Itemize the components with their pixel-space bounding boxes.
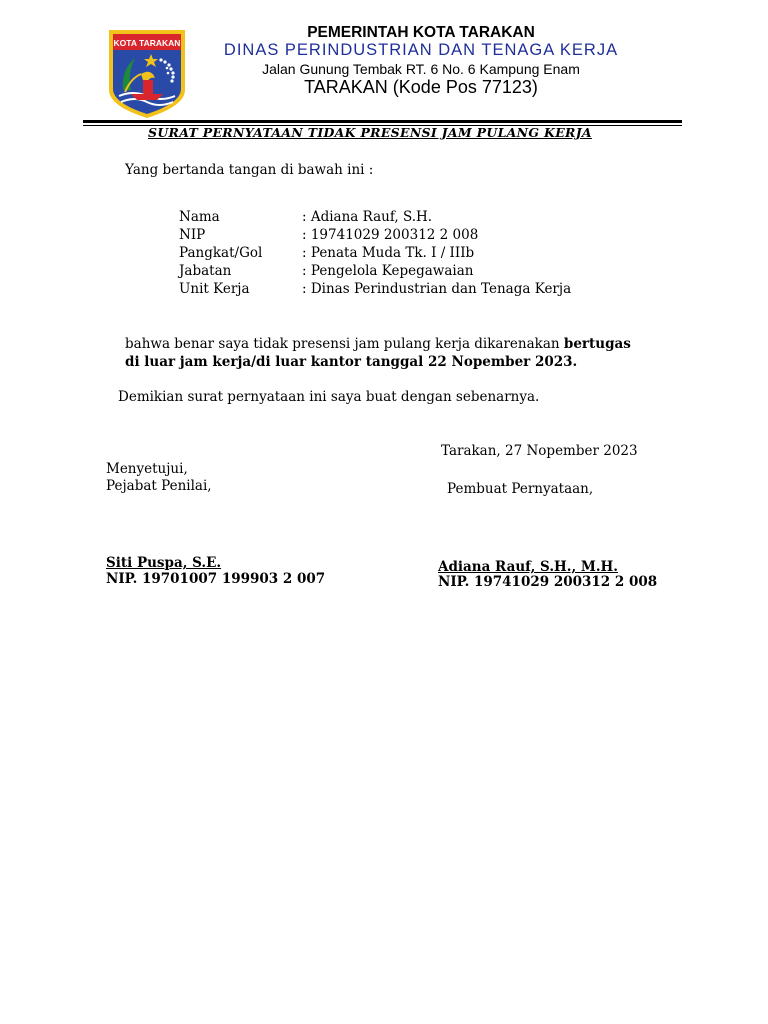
declarant-label: Pembuat Pernyataan, — [447, 481, 594, 497]
header-divider-thick — [83, 120, 682, 123]
approval-label: Menyetujui, — [106, 461, 188, 477]
letterhead-government: PEMERINTAH KOTA TARAKAN — [307, 24, 535, 41]
field-label-name: Nama — [179, 209, 220, 225]
place-date: Tarakan, 27 Nopember 2023 — [441, 443, 638, 459]
field-value-nip: : 19741029 200312 2 008 — [302, 227, 479, 243]
field-label-unit: Unit Kerja — [179, 281, 250, 297]
document-title: SURAT PERNYATAAN TIDAK PRESENSI JAM PULANG KERJA — [148, 125, 592, 140]
field-value-rank: : Penata Muda Tk. I / IIIb — [302, 245, 475, 261]
intro-text: Yang bertanda tangan di bawah ini : — [125, 162, 374, 178]
declarant-name: Adiana Rauf, S.H., M.H. — [438, 559, 618, 575]
statement-bold-start: bertugas — [563, 336, 631, 352]
field-label-rank: Pangkat/Gol — [179, 245, 263, 261]
letterhead-department: DINAS PERINDUSTRIAN DAN TENAGA KERJA — [223, 41, 619, 59]
field-label-nip: NIP — [179, 227, 206, 243]
letterhead-city-postcode: TARAKAN (Kode Pos 77123) — [304, 77, 538, 97]
field-value-name: : Adiana Rauf, S.H. — [302, 209, 433, 225]
appraiser-nip: NIP. 19701007 199903 2 007 — [106, 571, 326, 587]
crest-banner-text: KOTA TARAKAN — [113, 38, 181, 48]
letterhead-address: Jalan Gunung Tembak RT. 6 No. 6 Kampung Enam — [262, 61, 580, 77]
field-value-unit: : Dinas Perindustrian dan Tenaga Kerja — [302, 281, 572, 297]
statement-line-1 — [125, 336, 631, 352]
declarant-nip: NIP. 19741029 200312 2 008 — [438, 574, 658, 590]
appraiser-name: Siti Puspa, S.E. — [106, 555, 222, 571]
statement-bold-end: di luar jam kerja/di luar kantor tanggal 22 Nopember 2023. — [125, 354, 578, 370]
field-label-position: Jabatan — [179, 263, 232, 279]
statement-text: bahwa benar saya tidak presensi jam pulang kerja dikarenakan — [125, 336, 560, 352]
appraiser-label: Pejabat Penilai, — [106, 478, 212, 494]
closing-text: Demikian surat pernyataan ini saya buat dengan sebenarnya. — [118, 389, 540, 405]
field-value-position: : Pengelola Kepegawaian — [302, 263, 474, 279]
